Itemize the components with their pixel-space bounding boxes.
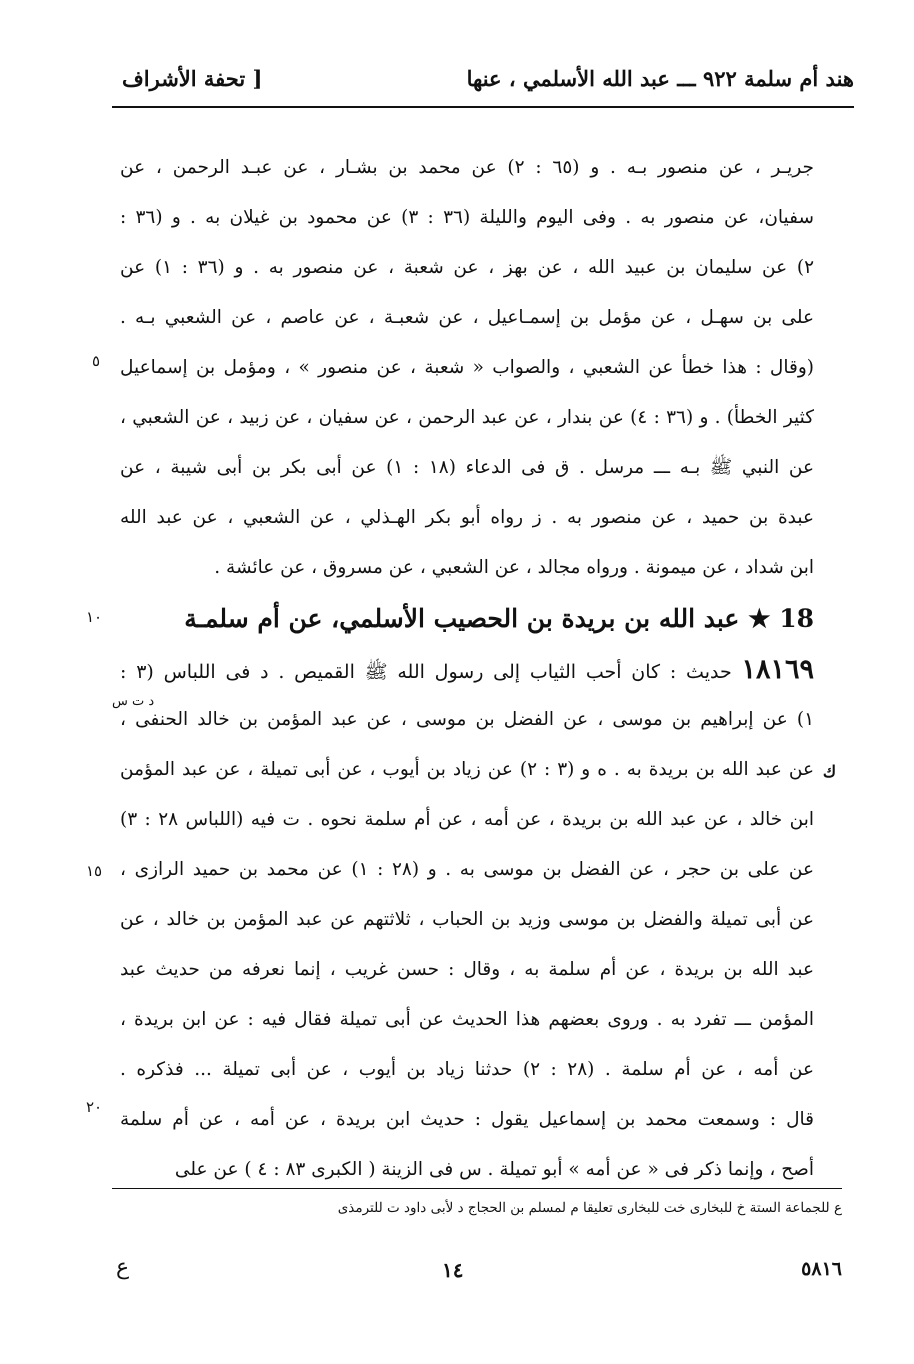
text-line: ٢) عن سليمان بن عبيد الله ، عن بهز ، عن شعبة ، عن منصور به . و (٣٦ : ١) عن	[120, 257, 814, 278]
volume-page-number: ٥٨١٦	[801, 1258, 842, 1280]
text-line: عن أمه ، عن أم سلمة . (٢٨ : ٢) حدثنا زياد بن أيوب ، عن أبى تميلة ... فذكره .	[120, 1059, 814, 1080]
text-line: ابن خالد ، عن عبد الله بن بريدة ، عن أمه ، عن أم سلمة نحوه . ت فيه (اللباس ٢٨ : ٣)	[120, 809, 814, 830]
margin-line-number: ٥	[92, 352, 101, 370]
page-number: ١٤	[442, 1258, 464, 1282]
margin-line-number: ١٥	[86, 862, 103, 880]
sigla-legend: ع للجماعة الستة خ للبخارى خت للبخارى تعليقا م لمسلم بن الحجاج د لأبى داود ت للترمذى	[337, 1200, 842, 1216]
text-line: (وقال : هذا خطأ عن الشعبي ، والصواب « شعبة ، عن منصور » ، ومؤمل بن إسماعيل	[120, 357, 814, 378]
text-line: عن على بن حجر ، عن الفضل بن موسى به . و (٢٨ : ١) عن محمد بن حميد الرازى ،	[120, 859, 814, 880]
margin-line-number: ٢٠	[86, 1098, 103, 1116]
text-line: عن النبي ﷺ بـه ـــ مرسل . ق فى الدعاء (١٨ : ١) عن أبى بكر بن أبى شيبة ، عن	[120, 457, 814, 478]
hadith-line	[120, 645, 814, 695]
text-line: عن أبى تميلة والفضل بن موسى وزيد بن الحباب ، ثلاثتهم عن عبد المؤمن بن خالد ، عن	[120, 909, 814, 930]
running-header-title: هند أم سلمة ٩٢٢ ـــ عبد الله الأسلمي ، عنها	[466, 66, 854, 91]
text-line: عن عبد الله بن بريدة به . ه و (٣ : ٢) عن زياد بن أيوب ، عن أبى تميلة ، عن عبد المؤمن	[120, 759, 814, 780]
header-divider	[112, 106, 854, 108]
text-line: سفيان، عن منصور به . وفى اليوم والليلة (٣٦ : ٣) عن محمود بن غيلان به . و (٣٦ :	[120, 207, 814, 228]
margin-siglum: ك	[822, 762, 836, 781]
text-line: عبد الله بن بريدة ، عن أم سلمة به ، وقال : حسن غريب ، إنما نعرفه من حديث عبد	[120, 959, 814, 980]
hadith-text: حديث : كان أحب الثياب إلى رسول الله ﷺ القميص . د فى اللباس (٣ :	[120, 661, 732, 683]
text-line: المؤمن ـــ تفرد به . وروى بعضهم هذا الحديث عن أبى تميلة فقال فيه : عن ابن بريدة ،	[120, 1009, 814, 1030]
text-line: أصح ، وإنما ذكر فى « عن أمه » أبو تميلة . س فى الزينة ( الكبرى ٨٣ : ٤ ) عن على	[174, 1159, 814, 1180]
section-heading	[120, 593, 814, 645]
hadith-number: ١٨١٦٩	[741, 654, 814, 685]
section-marker: 18 ★	[748, 604, 814, 633]
hadith-sigla: د ت س	[112, 694, 155, 709]
text-line: على بن سهـل ، عن مؤمل بن إسمـاعيل ، عن شعبـة ، عن عاصم ، عن الشعبي بـه .	[120, 307, 814, 328]
text-line: قال : وسمعت محمد بن إسماعيل يقول : حديث ابن بريدة ، عن أمه ، عن أم سلمة	[120, 1109, 814, 1130]
text-line: عبدة بن حميد ، عن منصور به . ز رواه أبو بكر الهـذلي ، عن الشعبي ، عن عبد الله	[120, 507, 814, 528]
text-line: جريـر ، عن منصور بـه . و (٦٥ : ٢) عن محمد بن بشـار ، عن عبـد الرحمن ، عن	[120, 157, 814, 178]
text-line: ١) عن إبراهيم بن موسى ، عن الفضل بن موسى ، عن عبد المؤمن بن خالد الحنفى ،	[120, 709, 814, 730]
margin-line-number: ١٠	[86, 608, 103, 626]
footer-signature: ع	[116, 1255, 130, 1280]
text-line: ابن شداد ، عن ميمونة . ورواه مجالد ، عن الشعبي ، عن مسروق ، عن عائشة .	[214, 557, 814, 578]
running-header-book: [ تحفة الأشراف	[122, 66, 263, 91]
text-line: كثير الخطأ) . و (٣٦ : ٤) عن بندار ، عن عبد الرحمن ، عن سفيان ، عن زبيد ، عن الشعبي ،	[120, 407, 814, 428]
main-text	[120, 143, 814, 1195]
footnote-divider	[112, 1188, 842, 1189]
section-title: عبد الله بن بريدة بن الحصيب الأسلمي، عن أم سلمـة	[184, 604, 740, 633]
